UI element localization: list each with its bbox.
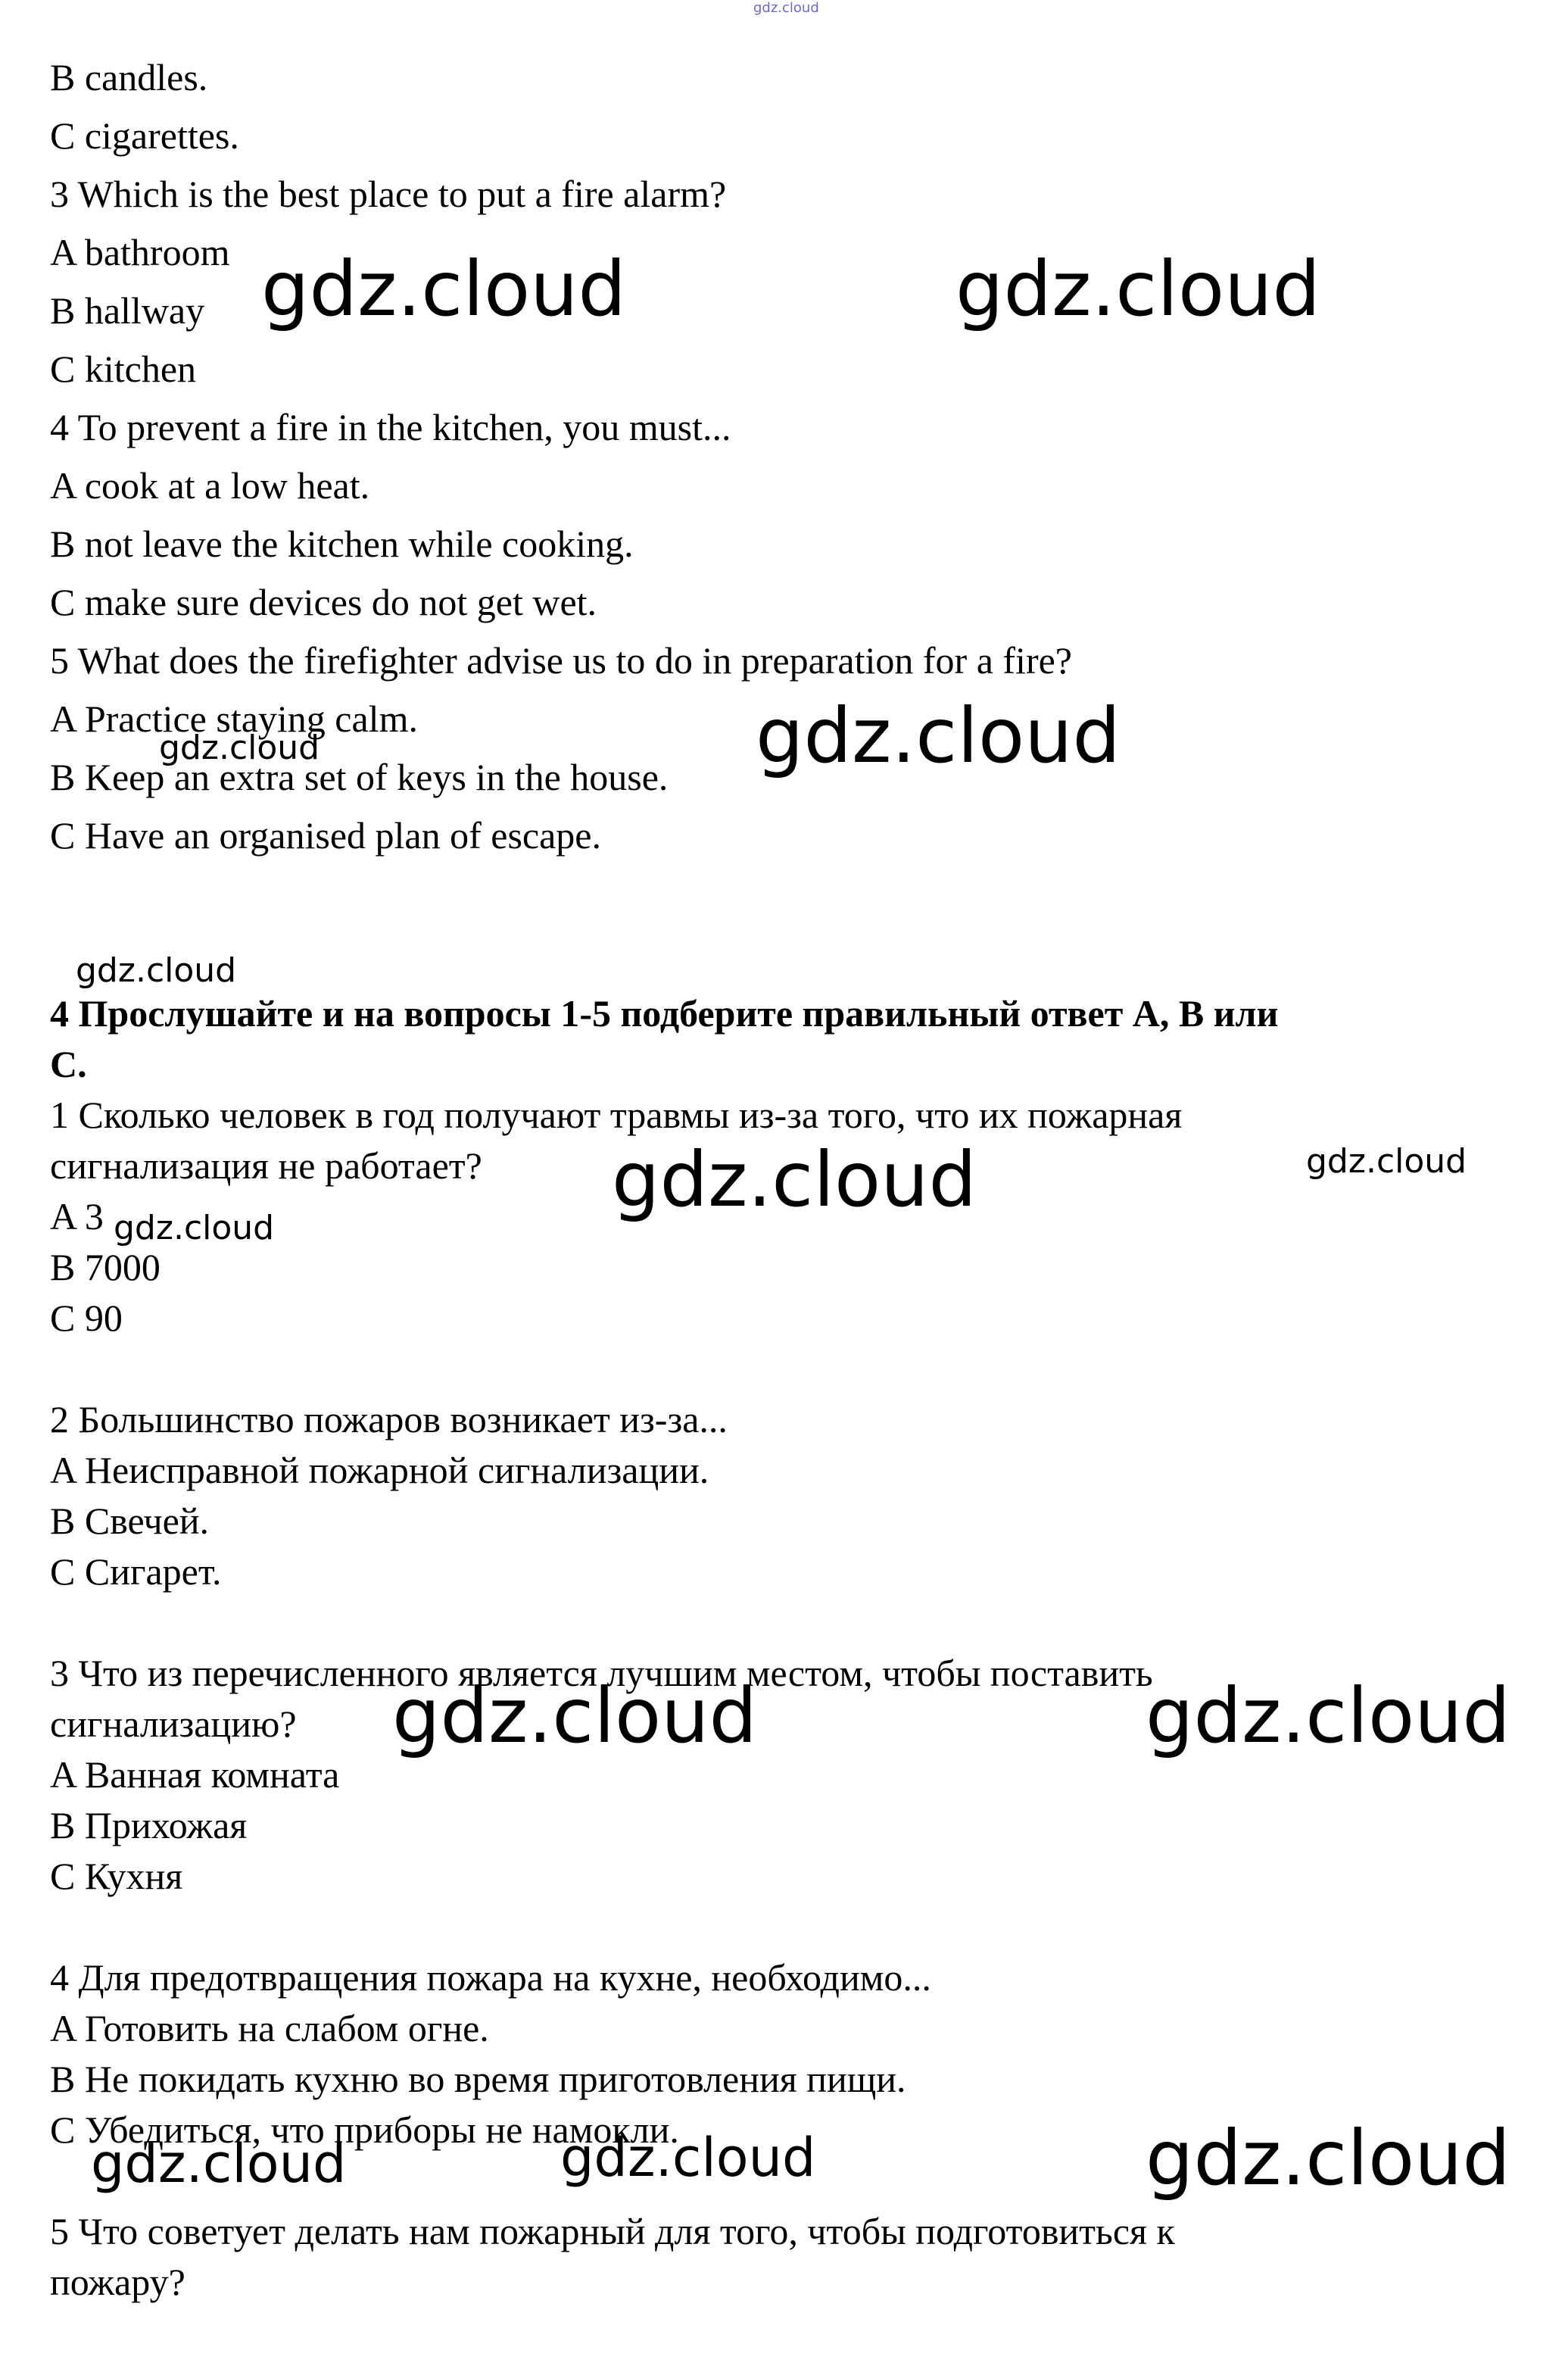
watermark: gdz.cloud: [1146, 2114, 1511, 2202]
ru-question-5-cont: пожару?: [50, 2261, 185, 2303]
task-heading: 4 Прослушайте и на вопросы 1-5 подберите правильный ответ A, B или: [50, 992, 1279, 1035]
watermark: gdz.cloud: [159, 729, 320, 767]
ru-option-c-devices: C Убедиться, что приборы не намокли.: [50, 2108, 679, 2151]
ru-option-a-3: A 3: [50, 1195, 104, 1238]
option-b-candles: B candles.: [50, 56, 208, 98]
ru-option-c-kitchen: C Кухня: [50, 1855, 183, 1897]
option-b-keys: B Keep an extra set of keys in the house.: [50, 756, 669, 798]
ru-option-b-hallway: B Прихожая: [50, 1804, 248, 1846]
option-c-kitchen: C kitchen: [50, 348, 197, 390]
ru-question-5: 5 Что советует делать нам пожарный для того, чтобы подготовиться к: [50, 2210, 1175, 2252]
watermark: gdz.cloud: [560, 2127, 816, 2189]
option-a-bathroom: A bathroom: [50, 231, 230, 273]
question-3: 3 Which is the best place to put a fire alarm?: [50, 173, 727, 215]
option-c-cigarettes: C cigarettes.: [50, 114, 239, 157]
watermark: gdz.cloud: [76, 951, 237, 990]
watermark: gdz.cloud: [612, 1135, 977, 1224]
ru-question-2: 2 Большинство пожаров возникает из-за...: [50, 1398, 728, 1440]
ru-option-c-cigarettes: C Сигарет.: [50, 1550, 222, 1593]
watermark: gdz.cloud: [756, 691, 1121, 780]
question-4: 4 To prevent a fire in the kitchen, you must...: [50, 406, 731, 448]
option-b-hallway: B hallway: [50, 289, 205, 332]
watermark: gdz.cloud: [955, 245, 1321, 333]
ru-option-b-candles: B Свечей.: [50, 1500, 210, 1542]
option-c-escape: C Have an organised plan of escape.: [50, 814, 601, 857]
watermark: gdz.cloud: [114, 1209, 275, 1247]
task-heading-cont: C.: [50, 1043, 87, 1085]
watermark: gdz.cloud: [1146, 1671, 1511, 1760]
ru-option-a-low-heat: A Готовить на слабом огне.: [50, 2007, 489, 2049]
watermark: gdz.cloud: [1306, 1142, 1467, 1181]
ru-option-b-7000: B 7000: [50, 1246, 161, 1288]
ru-question-1: 1 Сколько человек в год получают травмы из-за того, что их пожарная: [50, 1094, 1183, 1136]
ru-option-b-not-leave: B Не покидать кухню во время приготовления пищи.: [50, 2058, 906, 2100]
option-a-calm: A Practice staying calm.: [50, 698, 418, 740]
ru-question-1-cont: сигнализация не работает?: [50, 1144, 482, 1187]
ru-option-a-alarm: A Неисправной пожарной сигнализации.: [50, 1449, 709, 1491]
option-c-devices: C make sure devices do not get wet.: [50, 581, 597, 623]
ru-question-3: 3 Что из перечисленного является лучшим местом, чтобы поставить: [50, 1652, 1153, 1694]
watermark: gdz.cloud: [91, 2133, 347, 2195]
option-b-not-leave: B not leave the kitchen while cooking.: [50, 523, 634, 565]
watermark: gdz.cloud: [261, 245, 627, 333]
watermark: gdz.cloud: [392, 1671, 758, 1760]
ru-question-4: 4 Для предотвращения пожара на кухне, необходимо...: [50, 1956, 931, 1999]
watermark-top: gdz.cloud: [753, 0, 819, 16]
ru-option-a-bathroom: A Ванная комната: [50, 1753, 340, 1796]
option-a-low-heat: A cook at a low heat.: [50, 464, 370, 507]
ru-question-3-cont: сигнализацию?: [50, 1703, 297, 1745]
question-5: 5 What does the firefighter advise us to do in preparation for a fire?: [50, 639, 1072, 682]
ru-option-c-90: C 90: [50, 1297, 123, 1339]
